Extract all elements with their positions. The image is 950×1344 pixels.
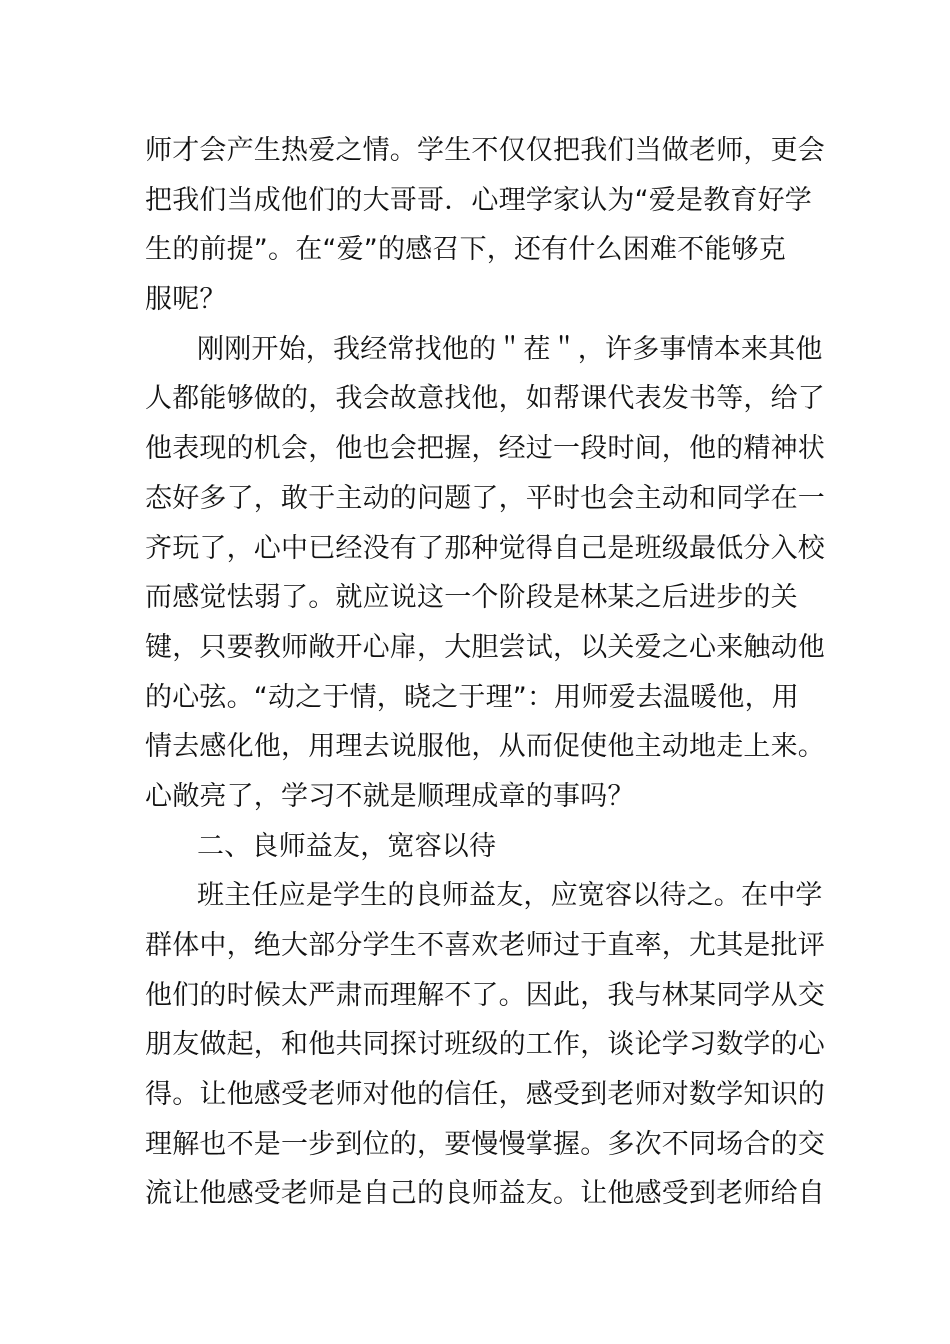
text-line: 的心弦。“动之于情，晓之于理”：用师爱去温暖他，用 [145, 681, 799, 713]
text-line: 朋友做起，和他共同探讨班级的工作，谈论学习数学的心 [145, 1029, 825, 1061]
text-line: 他表现的机会，他也会把握，经过一段时间，他的精神状 [145, 433, 825, 465]
text-line: 流让他感受老师是自己的良师益友。让他感受到老师给自 [145, 1178, 825, 1210]
text-line: 理解也不是一步到位的，要慢慢掌握。多次不同场合的交 [145, 1128, 825, 1160]
text-line: 把我们当成他们的大哥哥．心理学家认为“爱是教育好学 [145, 184, 812, 216]
text-line: 齐玩了，心中已经没有了那种觉得自己是班级最低分入校 [145, 532, 825, 564]
text-line: 服呢？ [145, 284, 227, 316]
text-line: 得。让他感受老师对他的信任，感受到老师对数学知识的 [145, 1079, 825, 1111]
text-line: 群体中，绝大部分学生不喜欢老师过于直率，尤其是批评 [145, 930, 825, 961]
text-line: 生的前提”。在“爱”的感召下，还有什么困难不能够克 [145, 234, 786, 266]
text-line: 师才会产生热爱之情。学生不仅仅把我们当做老师，更会 [145, 135, 825, 166]
body-text [145, 126, 825, 1219]
text-line: 情去感化他，用理去说服他，从而促使他主动地走上来。 [145, 731, 825, 763]
paragraph-start-line: 班主任应是学生的良师益友，应宽容以待之。在中学 [197, 880, 823, 912]
text-line: 他们的时候太严肃而理解不了。因此，我与林某同学从交 [145, 979, 825, 1011]
paragraph-start-line: 刚刚开始，我经常找他的＂茬＂，许多事情本来其他 [197, 333, 823, 365]
section-heading: 二、良师益友，宽容以待 [197, 830, 497, 862]
text-line: 而感觉怯弱了。就应说这一个阶段是林某之后进步的关 [145, 582, 798, 614]
text-line: 人都能够做的，我会故意找他，如帮课代表发书等，给了 [145, 383, 825, 415]
text-line: 态好多了，敢于主动的问题了，平时也会主动和同学在一 [145, 482, 825, 514]
text-line: 键，只要教师敞开心扉，大胆尝试，以关爱之心来触动他 [145, 631, 825, 663]
text-line: 心敞亮了，学习不就是顺理成章的事吗？ [145, 780, 635, 812]
